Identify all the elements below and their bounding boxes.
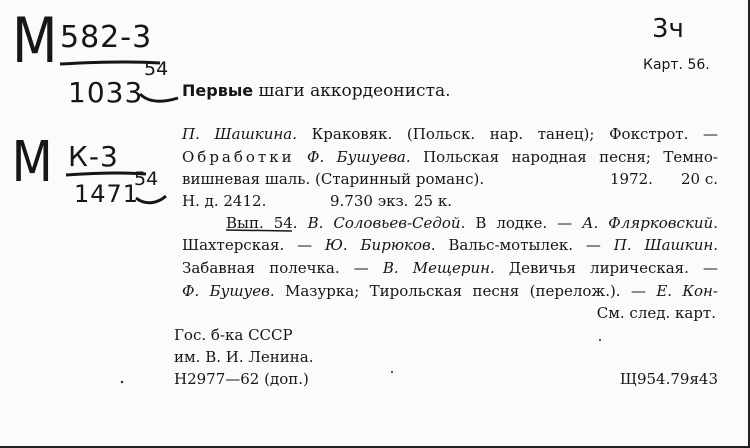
- spaced-word: Обработки: [182, 148, 295, 166]
- author-name: Ю. Бирюков.: [312, 236, 436, 254]
- body-text: Шахтерская. —: [182, 236, 313, 254]
- print-run: 9.730 экз.: [330, 192, 409, 210]
- see-next-card: См. след. карт.: [596, 304, 716, 322]
- author-name: А. Флярковский.: [572, 214, 718, 232]
- order-code: Н2977—62 (доп.): [174, 370, 309, 388]
- title-bold: Первые: [182, 81, 254, 100]
- body-line-2: [182, 148, 718, 167]
- handwritten-corner-mark: 3ч: [652, 14, 684, 44]
- body-line-5: [226, 214, 718, 233]
- author-name: В. Мещерин.: [368, 259, 495, 277]
- card-title: [182, 80, 451, 102]
- body-line-7: [182, 259, 718, 278]
- library-mark-2: М: [11, 130, 53, 195]
- body-text: Девичья лирическая. —: [494, 259, 718, 277]
- body-text: Польская народная песня; Темно-: [410, 148, 718, 166]
- body-text: вишневая шаль. (Старинный романс).: [182, 170, 485, 188]
- author-name: П. Шашкин.: [600, 236, 719, 254]
- price: 25 к.: [414, 192, 452, 210]
- library-name-1: Гос. б-ка СССР: [174, 326, 293, 344]
- handwritten-superscript-2: 54: [134, 168, 159, 190]
- underline-hook-1: [140, 94, 178, 101]
- author-name: П. Шашкина.: [182, 125, 297, 143]
- body-line-6: [182, 236, 718, 255]
- pages: 20 с.: [680, 170, 718, 188]
- body-line-8: [182, 282, 718, 301]
- handwritten-denominator-2: 1471: [74, 180, 140, 208]
- handwritten-denominator-1: 1033: [68, 76, 144, 109]
- body-text: Забавная полечка. —: [182, 259, 369, 277]
- body-text: В лодке. —: [465, 214, 573, 232]
- underline-hook-2: [136, 196, 166, 203]
- handwritten-number-1: 582-3: [60, 20, 153, 55]
- body-text: Вальс-мотылек. —: [435, 236, 601, 254]
- library-mark-1: М: [12, 4, 58, 77]
- year: 1972.: [610, 170, 653, 188]
- body-text: Мазурка; Тирольская песня (перелож.). —: [274, 282, 646, 300]
- handwritten-number-2: К-3: [68, 140, 119, 173]
- author-name: Ф. Бушуев.: [182, 282, 275, 300]
- body-text: Краковяк. (Польск. нар. танец); Фокстрот. —: [297, 125, 718, 143]
- issue-number: Вып. 54.: [226, 214, 298, 232]
- speck-1: [121, 381, 123, 383]
- speck-3: [391, 371, 393, 373]
- handwritten-superscript-1: 54: [144, 58, 169, 80]
- speck-2: [599, 339, 601, 341]
- card-number: Карт. 56.: [643, 57, 710, 73]
- author-name: Е. Кон-: [645, 282, 719, 300]
- body-line-3: [182, 170, 718, 189]
- body-line-1: [182, 125, 718, 144]
- library-name-2: им. В. И. Ленина.: [174, 348, 314, 366]
- author-name: В. Соловьев-Седой.: [297, 214, 466, 232]
- shelf-code: Щ954.79я43: [619, 370, 718, 388]
- author-name: Ф. Бушуева.: [294, 148, 411, 166]
- title-rest: шаги аккордеониста.: [253, 81, 451, 101]
- publisher-number: Н. д. 2412.: [182, 192, 267, 210]
